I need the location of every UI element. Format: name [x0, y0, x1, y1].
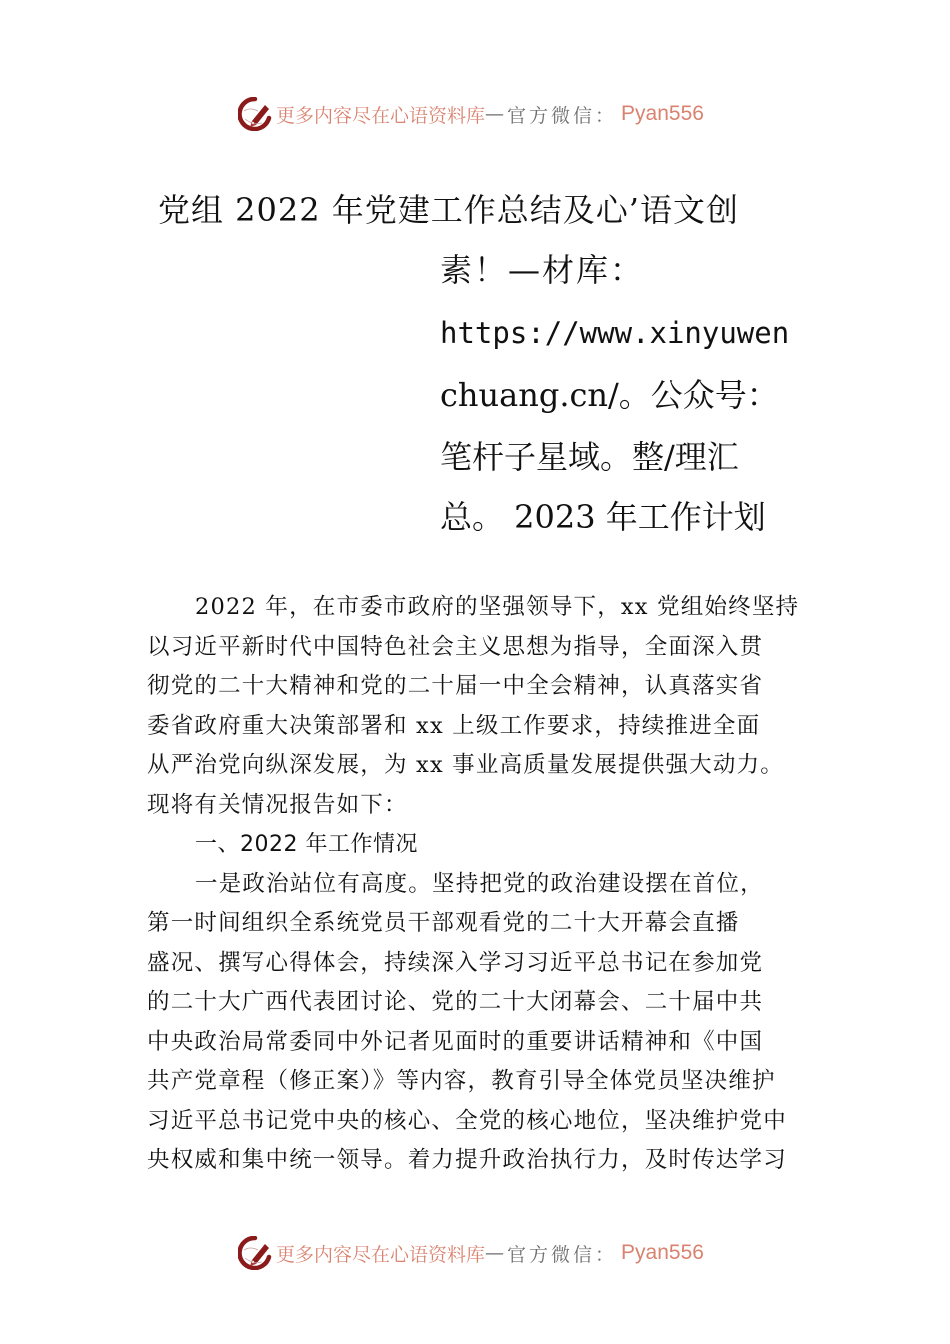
intro-line: 2022 年，在市委市政府的坚强领导下，xx 党组始终坚持 [195, 594, 800, 620]
banner-separator: — [485, 103, 508, 125]
banner-official-label: 官方微信： [507, 104, 618, 127]
title-line-1: 党组 2022 年党建工作总结及心’语文创 [158, 191, 739, 229]
section-line: 共产党章程（修正案）》等内容，教育引导全体党员坚决维护 [147, 1068, 776, 1094]
intro-line: 从严治党向纵深发展，为 xx 事业高质量发展提供强大动力。 [147, 752, 784, 778]
intro-line: 以习近平新时代中国特色社会主义思想为指导，全面深入贯 [147, 633, 764, 660]
banner-wechat-id: Pyan556 [621, 1241, 704, 1264]
title-line-2: 素！—材库： [440, 251, 645, 289]
quill-pen-logo-icon [238, 1236, 272, 1270]
section-line: 中央政治局常委同中外记者见面时的重要讲话精神和《中国 [147, 1028, 764, 1055]
title-line-5: 笔杆子星域。整/理汇 [440, 438, 739, 476]
banner-brand-text: 更多内容尽在心语资料库 [276, 1243, 486, 1266]
section-line: 习近平总书记党中央的核心、全党的核心地位，坚决维护党中 [147, 1107, 787, 1134]
footer-banner [238, 1233, 704, 1273]
section-line: 一是政治站位有高度。坚持把党的政治建设摆在首位， [195, 870, 764, 897]
header-banner [238, 94, 704, 134]
section-line: 央权威和集中统一领导。着力提升政治执行力，及时传达学习 [147, 1147, 787, 1173]
banner-official-label: 官方微信： [507, 1243, 618, 1266]
section-line: 盛况、撰写心得体会，持续深入学习习近平总书记在参加党 [147, 949, 764, 976]
title-line-3-url: https://www.xinyuwen [440, 316, 790, 350]
section-paragraph [147, 865, 812, 1181]
intro-line: 彻党的二十大精神和党的二十届一中全会精神，认真落实省 [147, 673, 764, 699]
document-body [147, 588, 812, 1181]
intro-line: 委省政府重大决策部署和 xx 上级工作要求，持续推进全面 [147, 712, 761, 739]
section-line: 第一时间组织全系统党员干部观看党的二十大开幕会直播 [147, 910, 740, 936]
title-line-6: 总。 2023 年工作计划 [440, 498, 766, 536]
banner-brand-text: 更多内容尽在心语资料库 [276, 104, 486, 127]
title-line-4 [440, 375, 779, 415]
title-line-4-text: chuang.cn/。公众号： [440, 376, 779, 414]
intro-paragraph [147, 588, 812, 825]
banner-wechat-id: Pyan556 [621, 102, 704, 125]
intro-line: 现将有关情况报告如下： [147, 791, 408, 818]
section-heading: 一、2022 年工作情况 [195, 832, 418, 857]
banner-separator: — [485, 1242, 508, 1264]
quill-pen-logo-icon [238, 97, 272, 131]
section-line: 的二十大广西代表团讨论、党的二十大闭幕会、二十届中共 [147, 989, 764, 1015]
